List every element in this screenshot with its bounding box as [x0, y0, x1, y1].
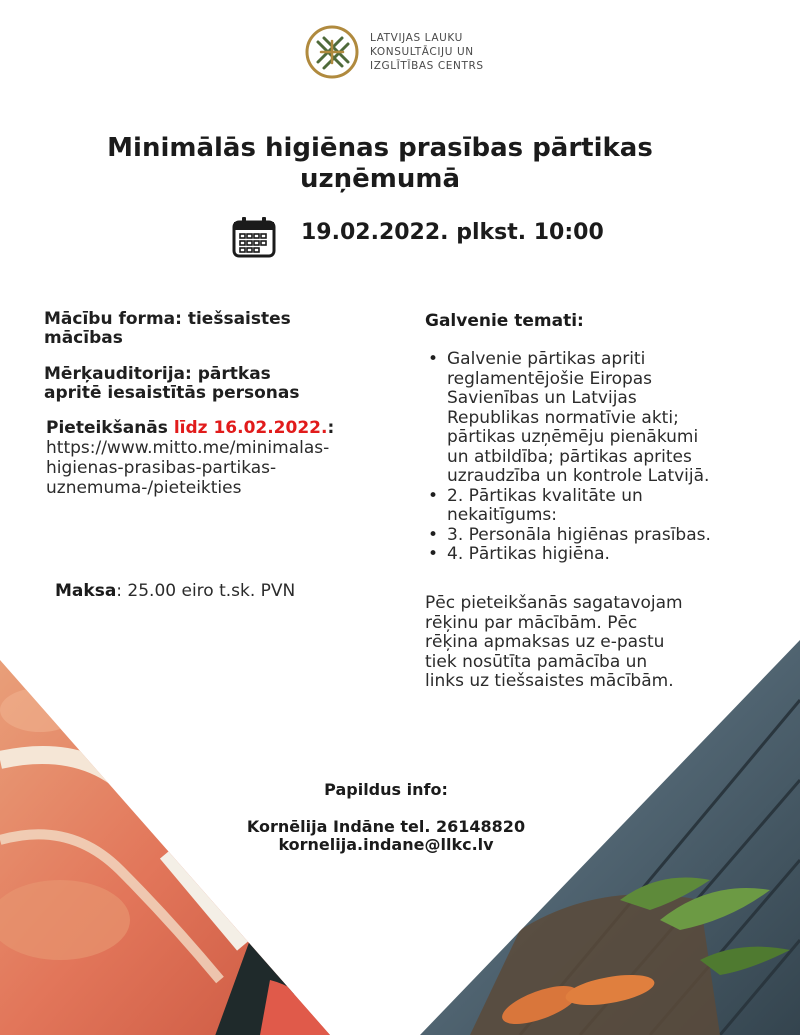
- contact-name-phone: Kornēlija Indāne tel. 26148820: [246, 817, 526, 836]
- event-date: 19.02.2022. plkst. 10:00: [301, 220, 604, 245]
- topic-line: Republikas normatīvie akti;: [447, 407, 679, 428]
- topic-line: • 3. Personāla higiēnas prasības.: [447, 524, 711, 545]
- registration-deadline: līdz 16.02.2022.: [173, 418, 328, 438]
- llkc-emblem-icon: [304, 24, 360, 80]
- calendar-icon: [232, 216, 276, 258]
- payment-note-line: tiek nosūtīta pamācība un: [425, 651, 648, 672]
- logo-line-2: KONSULTĀCIJU UN: [370, 46, 474, 58]
- payment-note-line: rēķinu par mācībām. Pēc: [425, 612, 638, 633]
- topic-item: [425, 350, 770, 487]
- payment-note: [425, 594, 770, 692]
- registration-label: Pieteikšanās: [46, 418, 174, 438]
- logo-wordmark: [370, 31, 484, 73]
- topic-line: Savienības un Latvijas: [447, 388, 637, 408]
- topics-heading: Galvenie temati:: [425, 311, 584, 331]
- topic-item: [425, 526, 770, 546]
- price: [55, 582, 395, 601]
- title-line-2: uzņēmumā: [299, 164, 461, 194]
- logo-line-3: IZGLĪTĪBAS CENTRS: [370, 60, 484, 72]
- topic-line: uzraudzība un kontrole Latvijā.: [447, 466, 710, 486]
- registration-colon: :: [327, 418, 335, 438]
- registration-link-line-1[interactable]: https://www.mitto.me/minimalas-: [46, 438, 330, 458]
- training-format-line-1: Mācību forma: tiešsaistes: [44, 309, 291, 329]
- title-line-1: Minimālās higiēnas prasības pārtikas: [107, 133, 653, 163]
- price-label: Maksa: [55, 581, 117, 601]
- topic-line: pārtikas uzņēmēju pienākumi: [447, 427, 699, 447]
- topic-line: • 4. Pārtikas higiēna.: [447, 544, 610, 564]
- topics-list: [425, 350, 770, 565]
- topic-line: nekaitīgums:: [447, 505, 558, 525]
- topic-item: [425, 487, 770, 526]
- payment-note-line: rēķina apmaksas uz e-pastu: [425, 632, 665, 652]
- topic-line: un atbildība; pārtikas aprites: [447, 446, 692, 467]
- payment-note-line: Pēc pieteikšanās sagatavojam: [425, 593, 683, 613]
- target-audience-line-2: apritē iesaistītās personas: [44, 383, 300, 403]
- registration-link-line-2[interactable]: higienas-prasibas-partikas-: [46, 458, 277, 478]
- price-value: : 25.00 eiro t.sk. PVN: [116, 581, 296, 601]
- additional-info-heading: Papildus info:: [324, 780, 448, 799]
- contact-email[interactable]: kornelija.indane@llkc.lv: [278, 835, 494, 854]
- topic-line: • 2. Pārtikas kvalitāte un: [447, 485, 643, 506]
- registration-link-line-3[interactable]: uznemuma-/pieteikties: [46, 478, 242, 498]
- registration-link[interactable]: [46, 438, 386, 498]
- target-audience-line-1: Mērķauditorija: pārtkas: [44, 364, 271, 384]
- topic-line: • Galvenie pārtikas apriti: [447, 349, 646, 369]
- logo-line-1: LATVIJAS LAUKU: [370, 32, 463, 44]
- topics-list-block: [425, 350, 770, 565]
- target-audience: [44, 365, 384, 403]
- registration-block: [46, 419, 386, 498]
- payment-note-line: links uz tiešsaistes mācībām.: [425, 671, 674, 691]
- registration-heading: [46, 419, 386, 438]
- training-format-line-2: mācības: [44, 328, 123, 348]
- topic-item: [425, 545, 770, 565]
- organization-logo: [304, 24, 484, 80]
- topic-line: reglamentējošie Eiropas: [447, 368, 653, 389]
- page-title: [60, 133, 700, 195]
- training-format: [44, 310, 384, 348]
